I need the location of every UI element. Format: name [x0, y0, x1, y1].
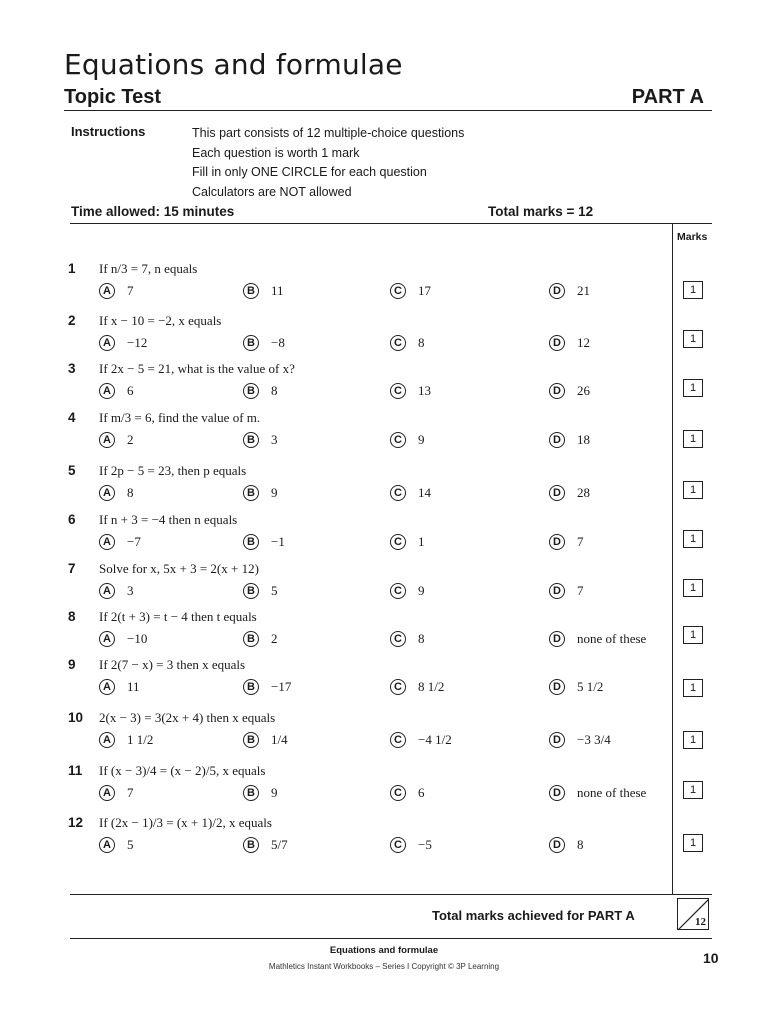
answer-bubble[interactable]: A	[99, 485, 115, 501]
answer-text: 6	[418, 785, 425, 800]
answer-bubble[interactable]: B	[243, 631, 259, 647]
question-text: If 2(7 − x) = 3 then x equals	[99, 657, 246, 672]
answer-option-d[interactable]	[549, 283, 590, 299]
answer-option-b[interactable]	[243, 679, 291, 695]
question-number: 7	[68, 561, 76, 576]
instruction-line: This part consists of 12 multiple-choice questions	[192, 126, 465, 140]
answer-option-c[interactable]	[390, 283, 431, 299]
question-number: 5	[68, 463, 76, 478]
answer-option-c[interactable]	[390, 732, 452, 748]
answer-text: 1	[418, 534, 425, 549]
totals-divider-bottom	[70, 938, 712, 939]
answer-option-b[interactable]	[243, 631, 278, 647]
answer-option-d[interactable]	[549, 732, 611, 748]
answer-bubble[interactable]: B	[243, 283, 259, 299]
mark-box[interactable]: 1	[683, 781, 703, 799]
answer-option-d[interactable]	[549, 432, 590, 448]
answer-bubble[interactable]: D	[549, 631, 565, 647]
answer-bubble[interactable]: D	[549, 383, 565, 399]
page-title: Equations and formulae	[64, 48, 403, 81]
answer-text: 8	[271, 383, 278, 398]
page-number: 10	[703, 950, 719, 966]
answer-bubble[interactable]: B	[243, 732, 259, 748]
answer-option-c[interactable]	[390, 383, 431, 399]
answer-option-c[interactable]	[390, 837, 432, 853]
mark-box[interactable]: 1	[683, 626, 703, 644]
answer-option-a[interactable]	[99, 283, 134, 299]
answer-bubble[interactable]: A	[99, 837, 115, 853]
marks-column-divider	[672, 223, 673, 895]
answer-option-d[interactable]	[549, 485, 590, 501]
mark-box[interactable]: 1	[683, 731, 703, 749]
answer-bubble[interactable]: C	[390, 534, 406, 550]
answer-bubble[interactable]: D	[549, 679, 565, 695]
instructions-label: Instructions	[71, 124, 146, 139]
answer-option-a[interactable]	[99, 432, 134, 448]
answer-option-d[interactable]	[549, 583, 584, 599]
answer-text: −5	[418, 837, 432, 852]
answer-text: −17	[271, 679, 292, 694]
answer-text: 1 1/2	[127, 732, 154, 747]
answer-text: 5/7	[271, 837, 288, 852]
answer-text: 12	[577, 335, 590, 350]
answer-option-a[interactable]	[99, 485, 134, 501]
answer-text: −7	[127, 534, 141, 549]
answer-bubble[interactable]: A	[99, 283, 115, 299]
header-divider	[64, 110, 712, 111]
answer-option-a[interactable]	[99, 631, 147, 647]
answer-option-a[interactable]	[99, 534, 141, 550]
question-text: If 2(t + 3) = t − 4 then t equals	[99, 609, 257, 624]
answer-bubble[interactable]: C	[390, 335, 406, 351]
answer-text: −8	[271, 335, 285, 350]
answer-option-c[interactable]	[390, 679, 444, 695]
answer-bubble[interactable]: B	[243, 837, 259, 853]
question-number: 11	[68, 763, 83, 778]
answer-text: −12	[127, 335, 148, 350]
answer-text: 9	[271, 785, 278, 800]
question-text: If (2x − 1)/3 = (x + 1)/2, x equals	[99, 815, 272, 830]
total-achieved-label: Total marks achieved for PART A	[432, 908, 635, 923]
answer-option-d[interactable]	[549, 383, 590, 399]
question-number: 10	[68, 710, 84, 725]
answer-text: none of these	[577, 785, 647, 800]
answer-text: 17	[418, 283, 431, 298]
answer-bubble[interactable]: C	[390, 432, 406, 448]
answer-option-a[interactable]	[99, 583, 134, 599]
answer-option-a[interactable]	[99, 837, 134, 853]
answer-bubble[interactable]: D	[549, 534, 565, 550]
answer-option-b[interactable]	[243, 335, 285, 351]
answer-bubble[interactable]: C	[390, 383, 406, 399]
mark-box[interactable]: 1	[683, 430, 703, 448]
question-number: 9	[68, 657, 76, 672]
answer-option-b[interactable]	[243, 432, 278, 448]
mark-box[interactable]: 1	[683, 579, 703, 597]
answer-option-b[interactable]	[243, 534, 285, 550]
footer-series-line: Mathletics Instant Workbooks – Series I Copyright © 3P Learning	[268, 962, 500, 971]
part-label: PART A	[631, 86, 704, 108]
answer-text: 14	[418, 485, 431, 500]
answer-text: 2	[127, 432, 134, 447]
answer-bubble[interactable]: D	[549, 785, 565, 801]
answer-text: −3 3/4	[577, 732, 611, 747]
answer-option-b[interactable]	[243, 283, 284, 299]
question-text: Solve for x, 5x + 3 = 2(x + 12)	[99, 561, 259, 576]
answer-option-d[interactable]	[549, 679, 603, 695]
answer-text: 8	[127, 485, 134, 500]
instruction-line: Each question is worth 1 mark	[192, 145, 360, 160]
answer-bubble[interactable]: D	[549, 283, 565, 299]
answer-text: 9	[418, 432, 425, 447]
answer-text: 7	[127, 283, 134, 298]
question-text: If (x − 3)/4 = (x − 2)/5, x equals	[99, 763, 266, 778]
instruction-line: Fill in only ONE CIRCLE for each question	[192, 165, 427, 179]
answer-text: 28	[577, 485, 590, 500]
answer-bubble[interactable]: B	[243, 485, 259, 501]
answer-bubble[interactable]: D	[549, 583, 565, 599]
answer-bubble[interactable]: C	[390, 283, 406, 299]
answer-text: 11	[127, 679, 140, 694]
answer-text: 5 1/2	[577, 679, 604, 694]
answer-bubble[interactable]: A	[99, 534, 115, 550]
answer-bubble[interactable]: D	[549, 732, 565, 748]
answer-text: 7	[577, 534, 584, 549]
answer-text: 1/4	[271, 732, 288, 747]
answer-bubble[interactable]: C	[390, 837, 406, 853]
instructions-list	[192, 124, 464, 202]
marks-column-header: Marks	[677, 231, 708, 243]
answer-option-a[interactable]	[99, 785, 134, 801]
answer-bubble[interactable]: C	[390, 583, 406, 599]
mark-box[interactable]: 1	[683, 330, 703, 348]
answer-text: 5	[127, 837, 134, 852]
mark-box[interactable]: 1	[683, 679, 703, 697]
answer-text: 6	[127, 383, 134, 398]
answer-option-b[interactable]	[243, 583, 278, 599]
answer-bubble[interactable]: A	[99, 785, 115, 801]
answer-bubble[interactable]: D	[549, 432, 565, 448]
answer-option-a[interactable]	[99, 679, 140, 695]
answer-bubble[interactable]: A	[99, 679, 115, 695]
answer-bubble[interactable]: A	[99, 335, 115, 351]
answer-option-c[interactable]	[390, 432, 425, 448]
answer-text: 2	[271, 631, 278, 646]
answer-option-d[interactable]	[549, 837, 584, 853]
answer-text: 9	[271, 485, 278, 500]
question-number: 6	[68, 512, 76, 527]
answer-text: 8	[577, 837, 584, 852]
question-text: If x − 10 = −2, x equals	[99, 313, 222, 328]
answer-text: 8	[418, 335, 425, 350]
question-number: 3	[68, 361, 76, 376]
section-divider	[70, 223, 712, 224]
instruction-line: Calculators are NOT allowed	[192, 184, 352, 199]
answer-text: −4 1/2	[418, 732, 452, 747]
question-number: 4	[68, 410, 76, 425]
total-out-of: 12	[695, 916, 706, 928]
answer-text: 21	[577, 283, 590, 298]
answer-bubble[interactable]: D	[549, 837, 565, 853]
answer-bubble[interactable]: B	[243, 534, 259, 550]
mark-box[interactable]: 1	[683, 379, 703, 397]
answer-bubble[interactable]: C	[390, 679, 406, 695]
answer-bubble[interactable]: B	[243, 383, 259, 399]
answer-bubble[interactable]: B	[243, 432, 259, 448]
answer-text: 9	[418, 583, 425, 598]
question-number: 2	[68, 313, 76, 328]
question-number: 8	[68, 609, 76, 624]
question-text: If 2p − 5 = 23, then p equals	[99, 463, 247, 478]
answer-option-b[interactable]	[243, 383, 278, 399]
answer-option-a[interactable]	[99, 732, 153, 748]
answer-option-d[interactable]	[549, 785, 646, 801]
answer-bubble[interactable]: B	[243, 335, 259, 351]
answer-bubble[interactable]: A	[99, 583, 115, 599]
footer-book-title: Equations and formulae	[329, 945, 439, 956]
answer-option-a[interactable]	[99, 383, 134, 399]
answer-text: 13	[418, 383, 431, 398]
answer-text: none of these	[577, 631, 647, 646]
answer-option-c[interactable]	[390, 485, 431, 501]
answer-text: 18	[577, 432, 590, 447]
answer-bubble[interactable]: B	[243, 583, 259, 599]
answer-option-c[interactable]	[390, 583, 425, 599]
total-marks-box[interactable]	[677, 898, 709, 930]
answer-text: 8	[418, 631, 425, 646]
answer-option-b[interactable]	[243, 485, 278, 501]
answer-option-c[interactable]	[390, 534, 425, 550]
answer-option-b[interactable]	[243, 785, 278, 801]
mark-box[interactable]: 1	[683, 530, 703, 548]
answer-bubble[interactable]: A	[99, 383, 115, 399]
answer-option-d[interactable]	[549, 631, 646, 647]
answer-text: 3	[271, 432, 278, 447]
answer-bubble[interactable]: A	[99, 732, 115, 748]
answer-text: 7	[127, 785, 134, 800]
mark-box[interactable]: 1	[683, 834, 703, 852]
answer-option-d[interactable]	[549, 534, 584, 550]
question-text: If n + 3 = −4 then n equals	[99, 512, 238, 527]
answer-text: −10	[127, 631, 148, 646]
answer-bubble[interactable]: D	[549, 335, 565, 351]
question-number: 12	[68, 815, 84, 830]
answer-option-c[interactable]	[390, 335, 425, 351]
answer-option-a[interactable]	[99, 335, 147, 351]
answer-bubble[interactable]: C	[390, 732, 406, 748]
answer-bubble[interactable]: A	[99, 432, 115, 448]
mark-box[interactable]: 1	[683, 281, 703, 299]
answer-option-b[interactable]	[243, 837, 288, 853]
question-number: 1	[68, 261, 76, 276]
answer-bubble[interactable]: A	[99, 631, 115, 647]
answer-text: 26	[577, 383, 590, 398]
answer-text: 3	[127, 583, 134, 598]
question-text: If 2x − 5 = 21, what is the value of x?	[99, 361, 295, 376]
answer-text: 11	[271, 283, 284, 298]
question-text: If n/3 = 7, n equals	[99, 261, 198, 276]
answer-option-c[interactable]	[390, 785, 425, 801]
totals-divider-top	[70, 894, 712, 895]
topic-test-heading: Topic Test	[64, 86, 162, 108]
answer-bubble[interactable]: D	[549, 485, 565, 501]
mark-box[interactable]: 1	[683, 481, 703, 499]
question-text: 2(x − 3) = 3(2x + 4) then x equals	[99, 710, 276, 725]
answer-text: 7	[577, 583, 584, 598]
time-allowed: Time allowed: 15 minutes	[71, 204, 235, 219]
answer-text: 8 1/2	[418, 679, 445, 694]
answer-option-c[interactable]	[390, 631, 425, 647]
answer-bubble[interactable]: C	[390, 485, 406, 501]
answer-text: 5	[271, 583, 278, 598]
answer-bubble[interactable]: C	[390, 785, 406, 801]
answer-bubble[interactable]: C	[390, 631, 406, 647]
answer-option-d[interactable]	[549, 335, 590, 351]
question-text: If m/3 = 6, find the value of m.	[99, 410, 261, 425]
answer-bubble[interactable]: B	[243, 785, 259, 801]
total-marks: Total marks = 12	[488, 204, 594, 219]
answer-text: −1	[271, 534, 285, 549]
answer-bubble[interactable]: B	[243, 679, 259, 695]
answer-option-b[interactable]	[243, 732, 288, 748]
